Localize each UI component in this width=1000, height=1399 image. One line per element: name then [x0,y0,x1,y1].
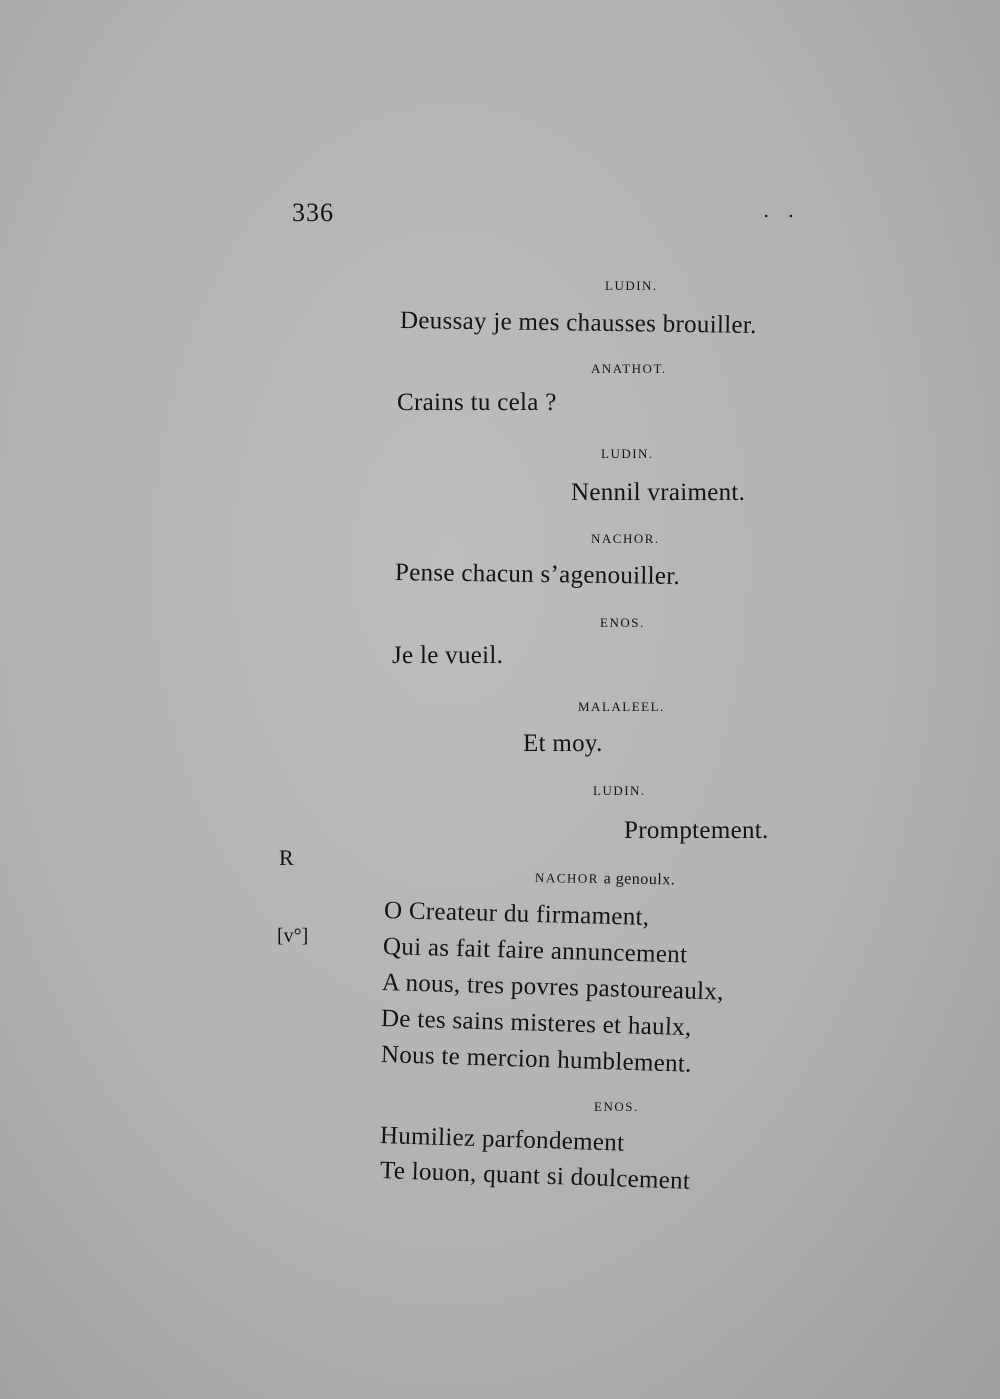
verse-line: De tes sains misteres et haulx, [380,1005,692,1042]
speaker-name: NACHOR. [591,531,660,546]
speaker-name: ENOS. [600,615,645,630]
page-number: 336 [292,198,334,227]
margin-folio: [v°] [277,925,309,947]
verse-line: O Createur du firmament, [383,897,650,931]
speaker-name: LUDIN. [593,783,646,798]
speaker-name: ENOS. [594,1099,639,1114]
speaker-name: MALALEEL. [578,699,665,714]
speaker-name: ANATHOT. [591,361,667,376]
verse-line: Pense chacun s’agenouiller. [394,559,681,590]
speaker-name-text: NACHOR [534,870,600,887]
verse-line: Crains tu cela ? [397,389,557,416]
speaker-name: LUDIN. [601,446,654,461]
verse-line: Humiliez parfondement [379,1122,625,1157]
verse-line: Deussay je mes chausses brouiller. [399,307,757,339]
verse-line: Je le vueil. [392,642,504,669]
speaker-name [535,869,676,889]
verse-line: Nous te mercion humblement. [380,1041,693,1078]
verse-line: Qui as fait faire annuncement [382,933,688,969]
speaker-name: LUDIN. [605,278,658,293]
verse-line: Promptement. [624,817,769,844]
verse-line: Et moy. [523,730,603,757]
verse-line: Nennil vraiment. [571,479,746,506]
margin-letter: R [279,845,294,870]
verse-line: Te louon, quant si doulcement [379,1157,691,1195]
stage-direction: a genoulx. [603,870,676,889]
corner-mark: . . [763,198,801,222]
verse-line: A nous, tres povres pastoureaulx, [381,969,725,1006]
